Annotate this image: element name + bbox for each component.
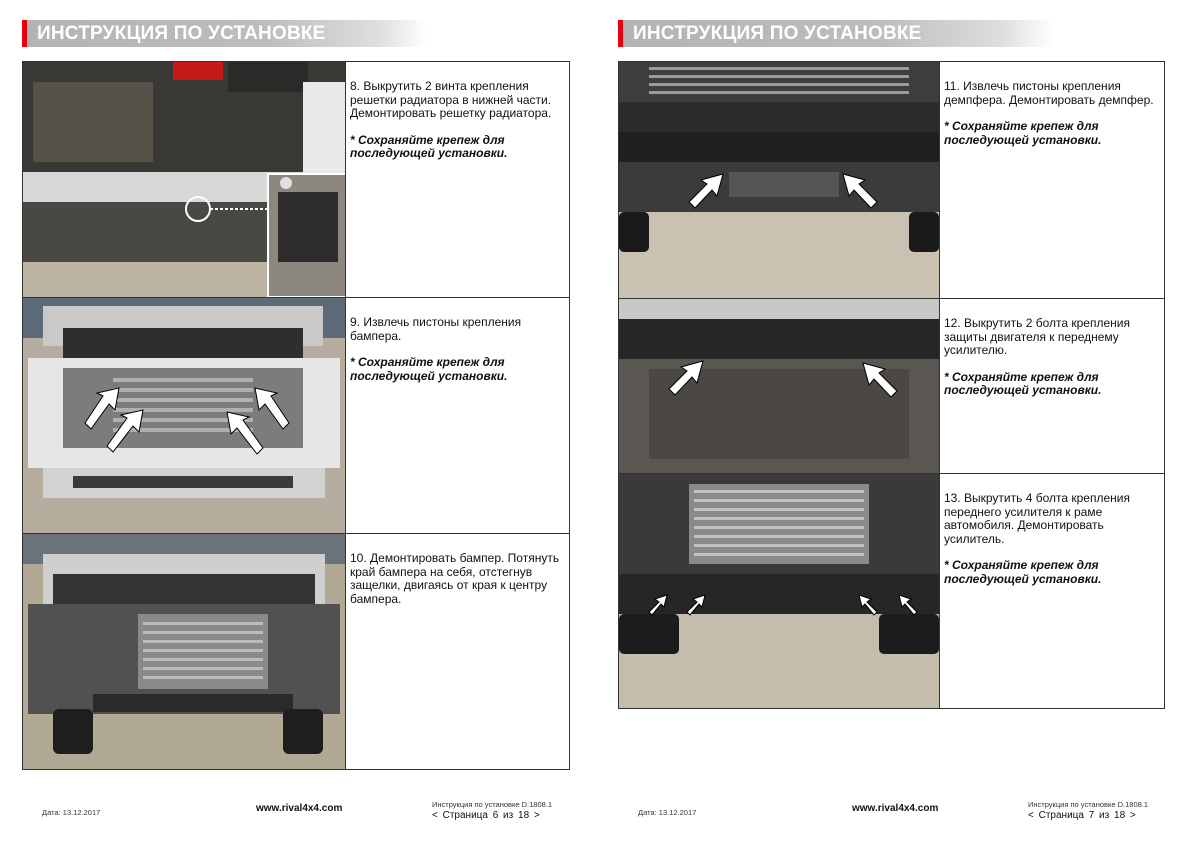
step-note: * Сохраняйте крепеж для последующей установки. [350, 355, 508, 383]
header-title: ИНСТРУКЦИЯ ПО УСТАНОВКЕ [633, 23, 922, 44]
right-page [596, 0, 1196, 848]
step-row [619, 299, 1164, 474]
step-row [23, 534, 569, 769]
step-note: * Сохраняйте крепеж для последующей установки. [944, 119, 1102, 147]
step-9-text [346, 298, 569, 533]
footer-url[interactable]: www.rival4x4.com [256, 803, 343, 814]
step-10-photo [23, 534, 346, 769]
footer-date: Дата: 13.12.2017 [638, 808, 697, 817]
page-header [618, 20, 1053, 47]
step-11-photo [619, 62, 940, 298]
step-8-photo [23, 62, 346, 297]
step-row [619, 62, 1164, 299]
footer-page-number: < Страница 6 из 18 > [432, 810, 540, 821]
step-row [23, 62, 569, 298]
footer-doc: Инструкция по установке D.1808.1 [432, 800, 553, 809]
step-9-photo [23, 298, 346, 533]
header-title: ИНСТРУКЦИЯ ПО УСТАНОВКЕ [37, 23, 326, 44]
step-12-text [940, 299, 1164, 473]
footer-page-number: < Страница 7 из 18 > [1028, 810, 1136, 821]
page-header [22, 20, 427, 47]
step-11-text [940, 62, 1164, 298]
step-text: 12. Выкрутить 2 болта крепления защиты двигателя к переднему усилителю. [944, 316, 1130, 357]
step-text: 11. Извлечь пистоны крепления демпфера. Демонтировать демпфер. [944, 79, 1154, 107]
step-note: * Сохраняйте крепеж для последующей установки. [944, 369, 1102, 397]
step-text: 10. Демонтировать бампер. Потянуть край бампера на себя, отстегнув защелки, двигаясь от края к центру бампера. [350, 551, 560, 606]
step-8-text [346, 62, 569, 297]
step-note: * Сохраняйте крепеж для последующей установки. [350, 132, 508, 160]
footer-doc: Инструкция по установке D.1808.1 [1028, 800, 1149, 809]
step-12-photo [619, 299, 940, 473]
step-10-text [346, 534, 569, 769]
footer-url[interactable]: www.rival4x4.com [852, 803, 939, 814]
step-13-text [940, 474, 1164, 708]
step-text: 9. Извлечь пистоны крепления бампера. [350, 315, 522, 343]
footer-date: Дата: 13.12.2017 [42, 808, 101, 817]
steps-table [22, 61, 570, 770]
steps-table [618, 61, 1165, 709]
step-text: 8. Выкрутить 2 винта крепления решетки радиатора в нижней части. Демонтировать решетку радиатора. [350, 79, 552, 120]
step-13-photo [619, 474, 940, 708]
step-row [619, 474, 1164, 708]
step-text: 13. Выкрутить 4 болта крепления переднего усилителя к раме автомобиля. Демонтировать усилитель. [944, 491, 1130, 546]
step-row [23, 298, 569, 534]
step-note: * Сохраняйте крепеж для последующей установки. [944, 558, 1102, 586]
